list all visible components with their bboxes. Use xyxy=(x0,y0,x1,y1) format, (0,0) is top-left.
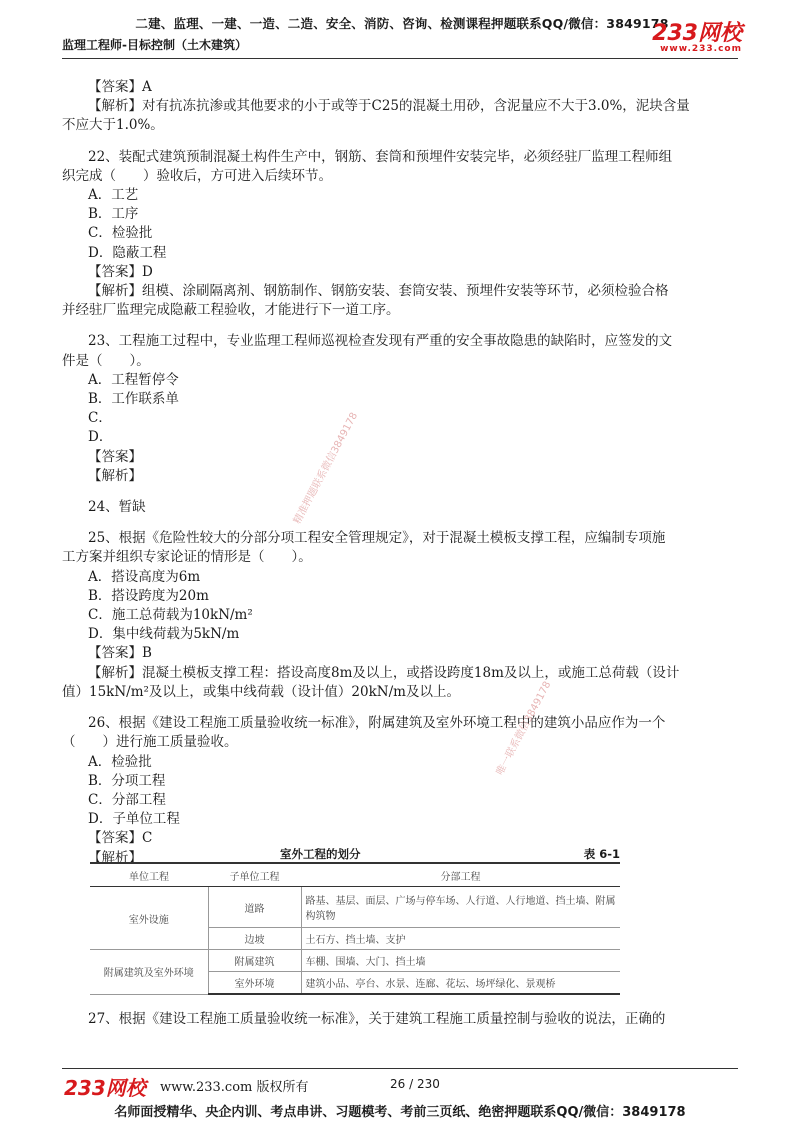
text-line: 25、根据《危险性较大的分部分项工程安全管理规定》，对于混凝土模板支撑工程，应编制专项施 xyxy=(88,530,666,547)
text-line: 【解析】混凝土模板支撑工程：搭设高度8m及以上，或搭设跨度18m及以上，或施工总荷载（设计 xyxy=(88,664,680,681)
question-content xyxy=(62,78,738,868)
table-cell: 道路 xyxy=(208,887,301,928)
footer-logo: 233网校 xyxy=(64,1076,146,1100)
text-line: B．工作联系单 xyxy=(88,391,179,408)
text-line: D．子单位工程 xyxy=(88,811,180,828)
table-header: 子单位工程 xyxy=(208,863,301,887)
text-line: A．工艺 xyxy=(88,187,139,204)
table-number: 表 6-1 xyxy=(583,847,620,861)
spacer xyxy=(62,486,738,498)
text-line: 【答案】A xyxy=(88,79,152,95)
text-line: 26、根据《建设工程施工质量验收统一标准》，附属建筑及室外环境工程中的建筑小品应作为一个 xyxy=(88,715,666,732)
table-cell: 室外环境 xyxy=(208,972,301,995)
text-line: 件是（ ）。 xyxy=(62,352,150,369)
text-line: 【答案】D xyxy=(88,263,153,280)
text-line: A．工程暂停令 xyxy=(88,371,179,388)
page-header xyxy=(62,14,742,53)
brand-logo xyxy=(652,16,742,54)
spacer xyxy=(62,136,738,148)
table-cell: 建筑小品、亭台、水景、连廊、花坛、场坪绿化、景观桥 xyxy=(301,972,620,995)
header-subtitle: 监理工程师-目标控制（土木建筑） xyxy=(62,38,247,52)
text-line: 【解析】对有抗冻抗渗或其他要求的小于或等于C25的混凝土用砂，含泥量应不大于3.0%，泥块含量 xyxy=(88,98,690,115)
text-line: D．集中线荷载为5kN/m xyxy=(88,626,240,643)
text-line: 织完成（ ）验收后，方可进入后续环节。 xyxy=(62,167,332,184)
text-line: C． xyxy=(88,410,112,427)
table-row xyxy=(90,887,620,928)
text-line: A．搭设高度为6m xyxy=(88,568,201,585)
text-line: C．施工总荷载为10kN/m² xyxy=(88,607,253,624)
text-line: B．工序 xyxy=(88,206,139,223)
spacer xyxy=(62,702,738,714)
spacer xyxy=(62,517,738,529)
outdoor-works-table xyxy=(90,862,620,995)
table-header: 分部工程 xyxy=(301,863,620,887)
question-27 xyxy=(62,1010,738,1029)
table-title: 室外工程的划分 xyxy=(280,847,361,861)
text-line: D． xyxy=(88,429,113,446)
text-line: 23、工程施工过程中，专业监理工程师巡视检查发现有严重的安全事故隐患的缺陷时，应签发的文 xyxy=(88,333,673,350)
watermark: 唯一联系微信3849178 xyxy=(494,679,554,778)
text-line: C．检验批 xyxy=(88,225,153,242)
watermark: 精准押题联系微信3849178 xyxy=(291,410,361,527)
table-cell: 车棚、围墙、大门、挡土墙 xyxy=(301,950,620,972)
footer-rule xyxy=(62,1068,738,1069)
spacer xyxy=(62,320,738,332)
table-cell: 边坡 xyxy=(208,928,301,950)
table-row xyxy=(90,950,620,972)
text-line: C．分部工程 xyxy=(88,791,166,808)
text-line: B．分项工程 xyxy=(88,772,166,789)
table-cell: 附属建筑及室外环境 xyxy=(90,950,208,995)
text-line: 24、暂缺 xyxy=(88,499,146,516)
text-line: （ ）进行施工质量验收。 xyxy=(62,734,238,751)
footer-contact-line: 名师面授精华、央企内训、考点串讲、习题模考、考前三页纸、绝密押题联系QQ/微信：3849178 xyxy=(114,1105,686,1120)
table-cell: 室外设施 xyxy=(90,887,208,950)
table-cell: 路基、基层、面层、广场与停车场、人行道、人行地道、挡土墙、附属构筑物 xyxy=(301,887,620,928)
table-cell: 附属建筑 xyxy=(208,950,301,972)
text-line: D．隐蔽工程 xyxy=(88,244,167,261)
text-line: 值）15kN/m²及以上，或集中线荷载（设计值）20kN/m及以上。 xyxy=(62,683,460,700)
brand-logo-url: www.233.com xyxy=(660,44,742,54)
text-line: 并经驻厂监理完成隐蔽工程验收，才能进行下一道工序。 xyxy=(62,302,400,319)
text-line: 【答案】 xyxy=(88,448,142,465)
footer-site: www.233.com 版权所有 xyxy=(160,1080,309,1095)
brand-logo-text: 233网校 xyxy=(652,21,742,46)
text-line: B．搭设跨度为20m xyxy=(88,587,209,604)
text-line: 【解析】 xyxy=(88,849,142,866)
table-header: 单位工程 xyxy=(90,863,208,887)
text-line: 【答案】B xyxy=(88,645,152,662)
text-line: 【答案】C xyxy=(88,830,153,847)
text-line: 【解析】组模、涂刷隔离剂、钢筋制作、钢筋安装、套筒安装、预埋件安装等环节，必须检验合格 xyxy=(88,283,669,300)
question-27-text: 27、根据《建设工程施工质量验收统一标准》，关于建筑工程施工质量控制与验收的说法，正确的 xyxy=(88,1011,666,1027)
text-line: 工方案并组织专家论证的情形是（ ）。 xyxy=(62,549,312,566)
header-contact-line: 二建、监理、一建、一造、二造、安全、消防、咨询、检测课程押题联系QQ/微信：3849178 xyxy=(135,16,669,31)
header-rule xyxy=(62,58,738,59)
table-cell: 土石方、挡土墙、支护 xyxy=(301,928,620,950)
text-line: 22、装配式建筑预制混凝土构件生产中，钢筋、套筒和预埋件安装完毕，必须经驻厂监理工程师组 xyxy=(88,148,673,165)
text-line: A．检验批 xyxy=(88,753,152,770)
text-line: 不应大于1.0%。 xyxy=(62,117,164,134)
text-line: 【解析】 xyxy=(88,467,142,484)
page-number: 26 / 230 xyxy=(390,1077,440,1091)
